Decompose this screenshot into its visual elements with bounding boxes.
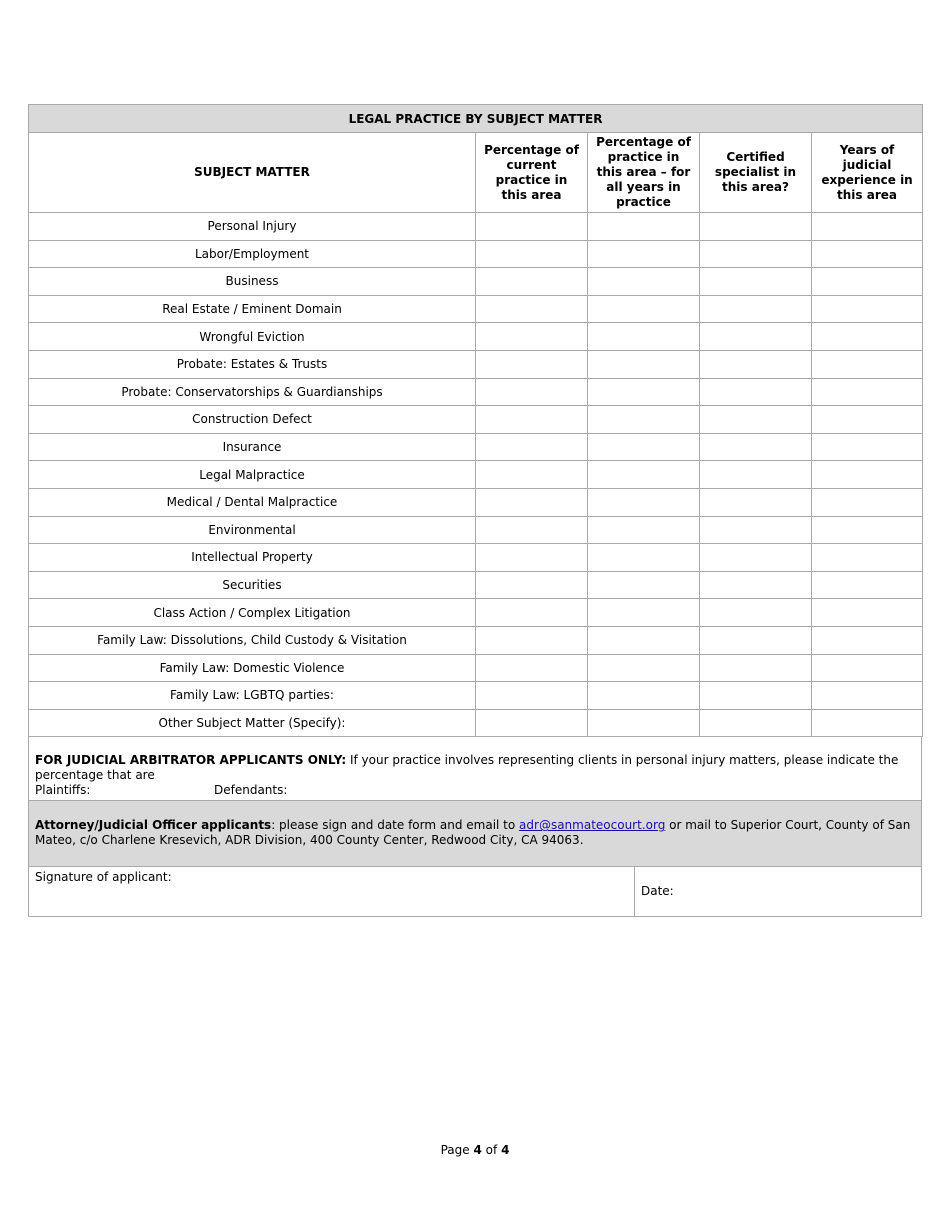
subject-cell: Family Law: LGBTQ parties: [29,682,476,710]
subject-cell: Labor/Employment [29,240,476,268]
practice-form [28,104,922,917]
entry-cell[interactable] [700,350,812,378]
entry-cell[interactable] [700,599,812,627]
column-header [588,133,700,213]
subject-cell: Family Law: Domestic Violence [29,654,476,682]
entry-cell[interactable] [588,461,700,489]
entry-cell[interactable] [812,213,923,241]
signature-row [28,867,922,917]
entry-cell[interactable] [812,350,923,378]
entry-cell[interactable] [476,433,588,461]
column-header-label: Percentage of practice in this area – for all years in practice [596,135,691,209]
table-row [29,240,923,268]
column-header-label: Years of judicial experience in this area [821,142,913,202]
entry-cell[interactable] [700,516,812,544]
date-label: Date: [641,884,674,899]
table-row [29,406,923,434]
entry-cell[interactable] [700,433,812,461]
table-row [29,295,923,323]
entry-cell[interactable] [588,406,700,434]
entry-cell[interactable] [700,654,812,682]
entry-cell[interactable] [588,544,700,572]
table-row [29,488,923,516]
entry-cell[interactable] [476,488,588,516]
entry-cell[interactable] [700,488,812,516]
entry-cell[interactable] [700,240,812,268]
entry-cell[interactable] [588,295,700,323]
subject-cell: Personal Injury [29,213,476,241]
entry-cell[interactable] [476,461,588,489]
subject-cell: Intellectual Property [29,544,476,572]
entry-cell[interactable] [476,406,588,434]
table-title: LEGAL PRACTICE BY SUBJECT MATTER [29,105,923,133]
subject-cell: Real Estate / Eminent Domain [29,295,476,323]
entry-cell[interactable] [812,544,923,572]
table-row [29,350,923,378]
subject-cell: Medical / Dental Malpractice [29,488,476,516]
entry-cell[interactable] [588,571,700,599]
entry-cell[interactable] [812,571,923,599]
arbitrator-text: If your practice involves representing clients in personal injury matters, please indicate the percentage that are [35,753,899,783]
entry-cell[interactable] [476,709,588,737]
entry-cell[interactable] [700,544,812,572]
plaintiffs-label: Plaintiffs: [35,783,91,798]
entry-cell[interactable] [700,461,812,489]
entry-cell[interactable] [700,709,812,737]
entry-cell[interactable] [812,488,923,516]
subject-cell: Securities [29,571,476,599]
entry-cell[interactable] [588,488,700,516]
arbitrator-lead: FOR JUDICIAL ARBITRATOR APPLICANTS ONLY: [35,753,347,768]
date-field[interactable] [635,867,921,916]
column-header-label: SUBJECT MATTER [194,165,310,179]
table-row [29,213,923,241]
table-row [29,461,923,489]
entry-cell[interactable] [476,626,588,654]
table-row [29,599,923,627]
attorney-text-after: or mail to Superior Court, County of San Mateo, c/o Charlene Kresevich, ADR Division, 400 County Center, Redwood City, CA 94063. [35,818,911,848]
entry-cell[interactable] [588,626,700,654]
table-row [29,654,923,682]
column-header-label: Percentage of current practice in this area [484,142,579,202]
table-row [29,323,923,351]
entry-cell[interactable] [476,544,588,572]
entry-cell[interactable] [588,268,700,296]
subject-cell: Class Action / Complex Litigation [29,599,476,627]
of-word: of [485,1143,498,1157]
table-row [29,544,923,572]
entry-cell[interactable] [588,709,700,737]
entry-cell[interactable] [588,599,700,627]
entry-cell[interactable] [476,599,588,627]
entry-cell[interactable] [588,433,700,461]
entry-cell[interactable] [700,268,812,296]
entry-cell[interactable] [812,682,923,710]
entry-cell[interactable] [476,295,588,323]
entry-cell[interactable] [700,213,812,241]
defendants-label: Defendants: [214,783,288,798]
entry-cell[interactable] [588,682,700,710]
entry-cell[interactable] [812,268,923,296]
table-row [29,268,923,296]
table-header-row [29,133,923,213]
subject-matter-table [28,104,923,737]
entry-cell[interactable] [812,654,923,682]
entry-cell[interactable] [812,323,923,351]
subject-cell: Probate: Estates & Trusts [29,350,476,378]
entry-cell[interactable] [812,516,923,544]
attorney-lead: Attorney/Judicial Officer applicants [35,818,272,833]
column-header [29,133,476,213]
entry-cell[interactable] [476,378,588,406]
entry-cell[interactable] [700,295,812,323]
entry-cell[interactable] [812,709,923,737]
page-current: 4 [473,1143,482,1157]
subject-cell: Other Subject Matter (Specify): [29,709,476,737]
entry-cell[interactable] [476,240,588,268]
entry-cell[interactable] [476,323,588,351]
entry-cell[interactable] [812,240,923,268]
entry-cell[interactable] [812,295,923,323]
entry-cell[interactable] [700,571,812,599]
entry-cell[interactable] [700,406,812,434]
subject-cell: Construction Defect [29,406,476,434]
entry-cell[interactable] [588,350,700,378]
table-row [29,682,923,710]
entry-cell[interactable] [588,654,700,682]
entry-cell[interactable] [588,378,700,406]
email-link[interactable]: adr@sanmateocourt.org [519,818,666,833]
table-row [29,378,923,406]
table-row [29,709,923,737]
entry-cell[interactable] [588,323,700,351]
entry-cell[interactable] [476,350,588,378]
entry-cell[interactable] [476,516,588,544]
entry-cell[interactable] [700,378,812,406]
entry-cell[interactable] [588,240,700,268]
subject-cell: Wrongful Eviction [29,323,476,351]
column-header-label: Certified specialist in this area? [714,150,797,194]
table-row [29,433,923,461]
arbitrator-section [28,737,922,801]
subject-cell: Legal Malpractice [29,461,476,489]
entry-cell[interactable] [812,461,923,489]
page-footer [0,1143,950,1157]
entry-cell[interactable] [700,323,812,351]
table-row [29,516,923,544]
subject-cell: Family Law: Dissolutions, Child Custody & Visitation [29,626,476,654]
subject-cell: Business [29,268,476,296]
entry-cell[interactable] [700,626,812,654]
entry-cell[interactable] [700,682,812,710]
table-row [29,571,923,599]
entry-cell[interactable] [476,654,588,682]
entry-cell[interactable] [476,213,588,241]
entry-cell[interactable] [812,406,923,434]
entry-cell[interactable] [476,268,588,296]
entry-cell[interactable] [476,682,588,710]
signature-field[interactable] [29,867,635,916]
subject-cell: Insurance [29,433,476,461]
subject-cell: Probate: Conservatorships & Guardianships [29,378,476,406]
page-total: 4 [501,1143,510,1157]
subject-cell: Environmental [29,516,476,544]
entry-cell[interactable] [588,213,700,241]
column-header [700,133,812,213]
column-header [476,133,588,213]
table-row [29,626,923,654]
entry-cell[interactable] [476,571,588,599]
attorney-text-before: : please sign and date form and email to [271,818,520,833]
entry-cell[interactable] [812,626,923,654]
entry-cell[interactable] [588,516,700,544]
entry-cell[interactable] [812,378,923,406]
entry-cell[interactable] [812,599,923,627]
table-body [29,213,923,737]
attorney-instructions [28,801,922,867]
column-header [812,133,923,213]
signature-label: Signature of applicant: [35,870,172,885]
page-word: Page [440,1143,470,1157]
entry-cell[interactable] [812,433,923,461]
